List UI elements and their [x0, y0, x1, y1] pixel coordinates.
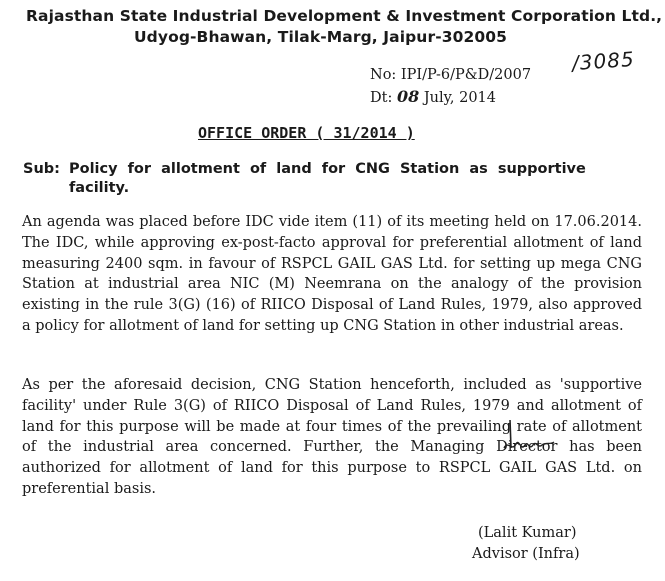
date-month-year: July, 2014: [423, 90, 497, 106]
date-label: Dt:: [370, 90, 393, 106]
letterhead-org-name: Rajasthan State Industrial Development & Investment Corporation Ltd.,: [26, 7, 663, 25]
signatory-designation: Advisor (Infra): [472, 546, 580, 562]
letterhead: [26, 6, 662, 48]
subject-line: [23, 160, 641, 179]
letterhead-address: Udyog-Bhawan, Tilak-Marg, Jaipur-302005: [134, 28, 508, 46]
reference-date: [370, 86, 531, 109]
signatory-name: (Lalit Kumar): [478, 525, 577, 541]
paragraph-1: An agenda was placed before IDC vide item (11) of its meeting held on 17.06.2014. The IDC, while approving ex-post-facto approval for preferential allotment of land measuring 2400 sqm. in favour of RSPCL GAIL GAS Ltd. for setting up mega CNG Station at industrial area NIC (M) Neemrana on the analogy of the provision existing in the rule 3(G) (16) of RIICO Disposal of Land Rules, 1979, also approved a policy for allotment of land for setting up CNG Station in other industrial areas.: [22, 214, 642, 334]
handwritten-day: 08: [396, 87, 420, 106]
subject: [23, 160, 641, 198]
handwritten-dispatch-number: /3085: [571, 46, 636, 76]
reference-number: No: IPI/P-6/P&D/2007: [370, 67, 532, 83]
paragraph-2: As per the aforesaid decision, CNG Station henceforth, included as 'supportive facility' under Rule 3(G) of RIICO Disposal of Land Rules, 1979 and allotment of land for this purpose will be made at four times of the prevailing rate of allotment of the industrial area concerned. Further, the Managing Director has been authorized for allotment of land for this purpose to RSPCL GAIL GAS Ltd. on preferential basis.: [22, 377, 642, 497]
signature-block: [472, 466, 580, 565]
subject-text-line2: facility.: [69, 180, 130, 196]
office-order-title: OFFICE ORDER ( 31/2014 ): [198, 124, 415, 142]
reference-block: [370, 46, 636, 109]
subject-label: Sub:: [23, 161, 60, 177]
handwritten-signature: [502, 418, 566, 458]
subject-text-line1: Policy for allotment of land for CNG Station as supportive: [69, 161, 586, 177]
